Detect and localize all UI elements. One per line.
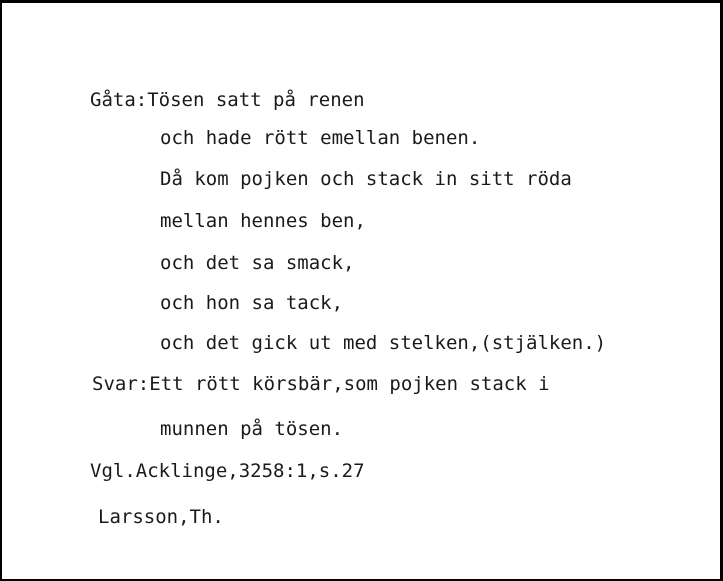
riddle-line-2: och hade rött emellan benen. [160, 127, 481, 149]
riddle-line-7: och det gick ut med stelken,(stjälken.) [160, 332, 607, 354]
card-left-edge [0, 0, 2, 581]
card-top-edge [0, 0, 723, 3]
riddle-line-4: mellan hennes ben, [160, 210, 366, 232]
answer-line-1: Svar:Ett rött körsbär,som pojken stack i [92, 373, 550, 395]
riddle-line-1: Gåta:Tösen satt på renen [90, 89, 365, 111]
riddle-line-6: och hon sa tack, [160, 292, 344, 314]
riddle-line-5: och det sa smack, [160, 252, 355, 274]
source-reference: Vgl.Acklinge,3258:1,s.27 [90, 460, 365, 482]
collector-name: Larsson,Th. [98, 506, 224, 528]
answer-line-2: munnen på tösen. [160, 418, 344, 440]
riddle-line-3: Då kom pojken och stack in sitt röda [160, 168, 572, 190]
